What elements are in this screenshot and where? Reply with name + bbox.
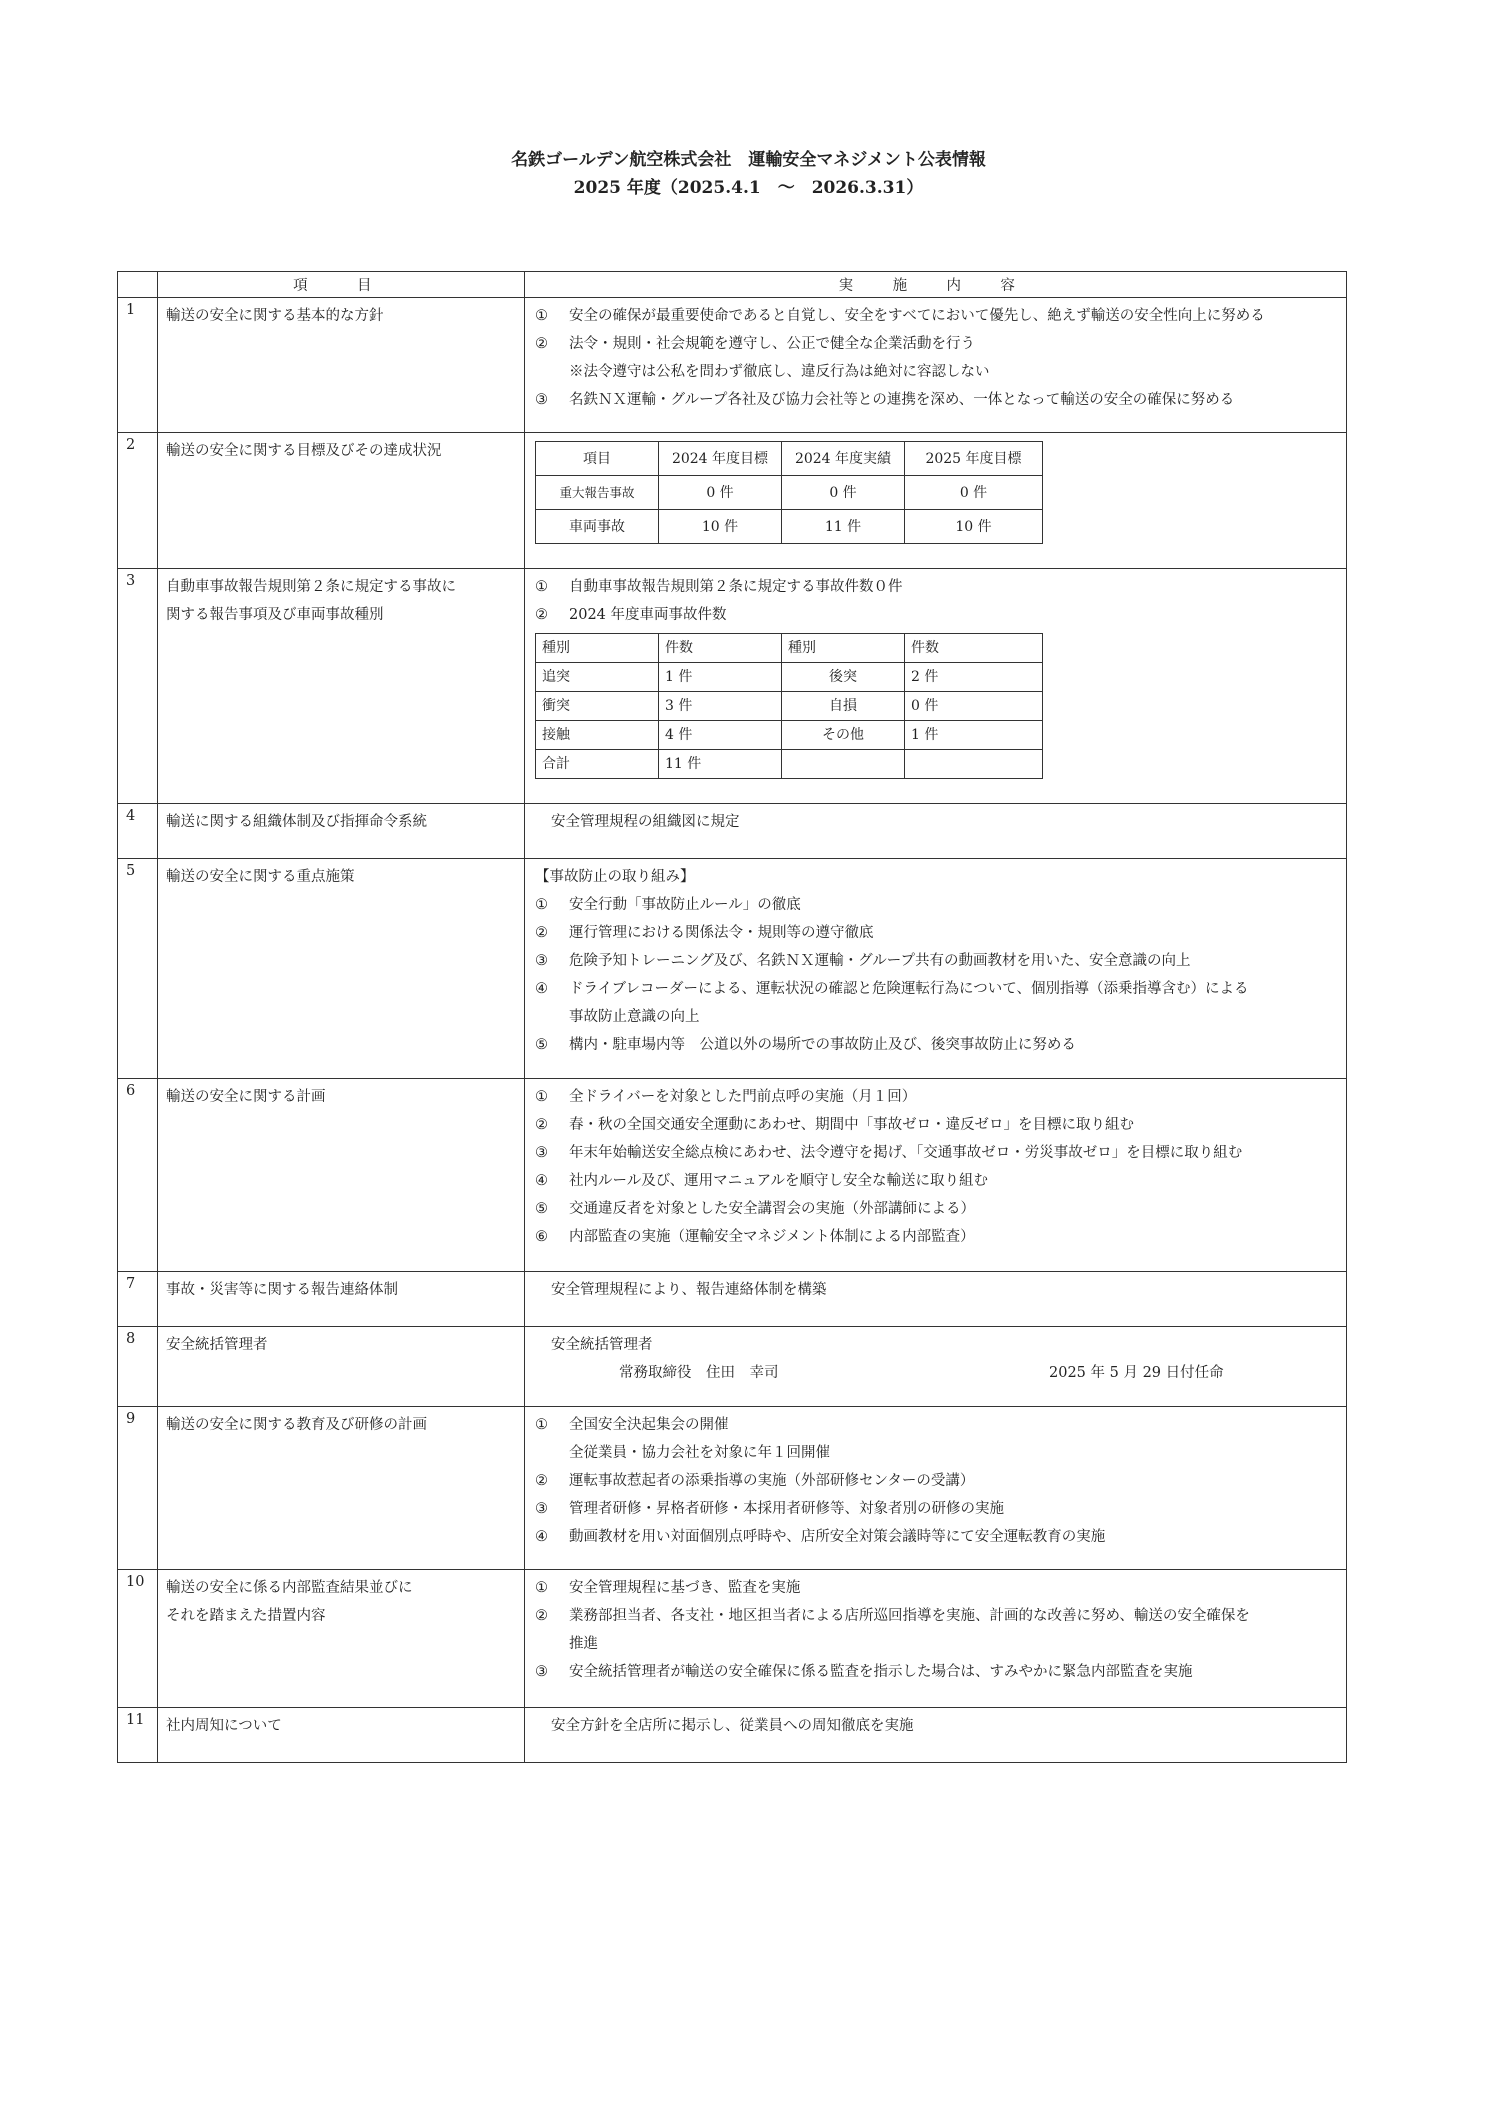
content-line: ⑤ 交通違反者を対象とした安全講習会の実施（外部講師による）: [535, 1201, 975, 1217]
goals-header: 2025 年度目標: [905, 442, 1043, 476]
table-row: [118, 804, 1347, 859]
table-row: [118, 298, 1347, 433]
document-title: [0, 146, 1497, 202]
goals-cell: 0 件: [659, 476, 782, 510]
row-number: 7: [118, 1272, 158, 1327]
row-item: 事故・災害等に関する報告連絡体制: [158, 1272, 525, 1327]
table-row: [118, 1272, 1347, 1327]
header-no: [118, 272, 158, 298]
content-line: ② 業務部担当者、各支社・地区担当者による店所巡回指導を実施、計画的な改善に努め、輸送の安全確保を: [535, 1608, 1250, 1624]
content-line: 推進: [569, 1636, 598, 1652]
goals-header: 2024 年度目標: [659, 442, 782, 476]
row-number: 4: [118, 804, 158, 859]
row-item: 安全統括管理者: [158, 1327, 525, 1407]
row-item: 輸送の安全に関する教育及び研修の計画: [158, 1407, 525, 1570]
row-item: 輸送の安全に関する目標及びその達成状況: [158, 433, 525, 569]
row-number: 3: [118, 569, 158, 804]
table-row: [118, 1570, 1347, 1708]
table-row: [118, 1327, 1347, 1407]
row-item: 輸送の安全に関する基本的な方針: [158, 298, 525, 433]
goals-cell: 10 件: [905, 510, 1043, 544]
safety-manager-line: [535, 1359, 1340, 1387]
accident-type-table: [535, 633, 1043, 779]
content-line: ① 安全行動「事故防止ルール」の徹底: [535, 897, 801, 913]
content-line: ② 春・秋の全国交通安全運動にあわせ、期間中「事故ゼロ・違反ゼロ」を目標に取り組む: [535, 1117, 1135, 1133]
row-content: [525, 433, 1347, 569]
row-content: [525, 298, 1347, 433]
accident-row: 衝突 3 件 自損 0 件: [536, 692, 1043, 721]
content-line: ⑥ 内部監査の実施（運輸安全マネジメント体制による内部監査）: [535, 1229, 975, 1245]
content-line: 事故防止意識の向上: [569, 1009, 700, 1025]
accident-total-row: 合計 11 件: [536, 750, 1043, 779]
row-content: 安全方針を全店所に掲示し、従業員への周知徹底を実施: [525, 1708, 1347, 1763]
row-content: 安全管理規程の組織図に規定: [525, 804, 1347, 859]
content-line: ② 運行管理における関係法令・規則等の遵守徹底: [535, 925, 874, 941]
row-content: [525, 1570, 1347, 1708]
goals-cell: 0 件: [905, 476, 1043, 510]
goals-table: [535, 441, 1043, 544]
row-content: [525, 1407, 1347, 1570]
goals-cell: 重大報告事故: [536, 476, 659, 510]
row-item: 社内周知について: [158, 1708, 525, 1763]
manager-title: 常務取締役: [619, 1365, 692, 1381]
goals-cell: 車両事故: [536, 510, 659, 544]
goals-row: [536, 476, 1043, 510]
row-content: [525, 569, 1347, 804]
content-line: ② 2024 年度車両事故件数: [535, 607, 727, 623]
row-number: 10: [118, 1570, 158, 1708]
content-line: ④ ドライブレコーダーによる、運転状況の確認と危険運転行為について、個別指導（添乗指導含む）による: [535, 981, 1249, 997]
content-line: ④ 社内ルール及び、運用マニュアルを順守し安全な輸送に取り組む: [535, 1173, 989, 1189]
content-line: ② 運転事故惹起者の添乗指導の実施（外部研修センターの受講）: [535, 1473, 975, 1489]
row-number: 5: [118, 859, 158, 1079]
row-item: 輸送に関する組織体制及び指揮命令系統: [158, 804, 525, 859]
goals-header: 項目: [536, 442, 659, 476]
goals-cell: 10 件: [659, 510, 782, 544]
content-line: ※法令遵守は公私を問わず徹底し、違反行為は絶対に容認しない: [569, 364, 990, 380]
row-number: 8: [118, 1327, 158, 1407]
content-line: ① 安全の確保が最重要使命であると自覚し、安全をすべてにおいて優先し、絶えず輸送の安全性向上に努める: [535, 308, 1265, 324]
content-line: ① 全国安全決起集会の開催: [535, 1417, 729, 1433]
goals-cell: 0 件: [782, 476, 905, 510]
table-row: [118, 1079, 1347, 1272]
row-content: 安全統括管理者 常務取締役 住田 幸司 2025 年 5 月 29 日付任命: [525, 1327, 1347, 1407]
content-line: ③ 安全統括管理者が輸送の安全確保に係る監査を指示した場合は、すみやかに緊急内部監査を実施: [535, 1664, 1193, 1680]
content-line: ④ 動画教材を用い対面個別点呼時や、店所安全対策会議時等にて安全運転教育の実施: [535, 1529, 1106, 1545]
row-content: [525, 1079, 1347, 1272]
row-number: 9: [118, 1407, 158, 1570]
row-item: 自動車事故報告規則第２条に規定する事故に 関する報告事項及び車両事故種別: [158, 569, 525, 804]
safety-info-table: [117, 271, 1347, 1763]
content-line: ① 自動車事故報告規則第２条に規定する事故件数０件: [535, 579, 903, 595]
header-content: 実 施 内 容: [525, 272, 1347, 298]
manager-name: 住田 幸司: [706, 1365, 779, 1381]
content-heading: 【事故防止の取り組み】: [535, 869, 695, 885]
content-line: ① 全ドライバーを対象とした門前点呼の実施（月１回）: [535, 1089, 917, 1105]
fiscal-period: 2025 年度（2025.4.1 ～ 2026.3.31）: [573, 178, 924, 198]
content-line: ② 法令・規則・社会規範を遵守し、公正で健全な企業活動を行う: [535, 336, 975, 352]
accident-header-row: 種別 件数 種別 件数: [536, 634, 1043, 663]
row-number: 11: [118, 1708, 158, 1763]
company-title: 名鉄ゴールデン航空株式会社 運輸安全マネジメント公表情報: [511, 150, 986, 170]
row-item: 輸送の安全に係る内部監査結果並びに それを踏まえた措置内容: [158, 1570, 525, 1708]
content-line: ③ 危険予知トレーニング及び、名鉄ＮＸ運輸・グループ共有の動画教材を用いた、安全意識の向上: [535, 953, 1191, 969]
table-row: [118, 859, 1347, 1079]
appointment-date: 2025 年 5 月 29 日付任命: [1049, 1365, 1224, 1381]
table-header-row: [118, 272, 1347, 298]
content-line: ③ 名鉄ＮＸ運輸・グループ各社及び協力会社等との連携を深め、一体となって輸送の安全の確保に努める: [535, 392, 1235, 408]
row-content: [525, 859, 1347, 1079]
content-line: 全従業員・協力会社を対象に年１回開催: [569, 1445, 830, 1461]
header-item: 項 目: [158, 272, 525, 298]
content-line: ③ 年末年始輸送安全総点検にあわせ、法令遵守を掲げ、「交通事故ゼロ・労災事故ゼロ」を目標に取り組む: [535, 1145, 1243, 1161]
row-item: 輸送の安全に関する計画: [158, 1079, 525, 1272]
row-number: 6: [118, 1079, 158, 1272]
table-row: [118, 1708, 1347, 1763]
row-number: 2: [118, 433, 158, 569]
row-item: 輸送の安全に関する重点施策: [158, 859, 525, 1079]
goals-header: 2024 年度実績: [782, 442, 905, 476]
goals-header-row: [536, 442, 1043, 476]
table-row: [118, 1407, 1347, 1570]
content-line: ⑤ 構内・駐車場内等 公道以外の場所での事故防止及び、後突事故防止に努める: [535, 1037, 1076, 1053]
content-line: ① 安全管理規程に基づき、監査を実施: [535, 1580, 801, 1596]
accident-row: 接触 4 件 その他 1 件: [536, 721, 1043, 750]
table-row: [118, 433, 1347, 569]
row-number: 1: [118, 298, 158, 433]
accident-row: 追突 1 件 後突 2 件: [536, 663, 1043, 692]
goals-row: [536, 510, 1043, 544]
content-line: ③ 管理者研修・昇格者研修・本採用者研修等、対象者別の研修の実施: [535, 1501, 1004, 1517]
goals-cell: 11 件: [782, 510, 905, 544]
row-content: 安全管理規程により、報告連絡体制を構築: [525, 1272, 1347, 1327]
table-row: [118, 569, 1347, 804]
